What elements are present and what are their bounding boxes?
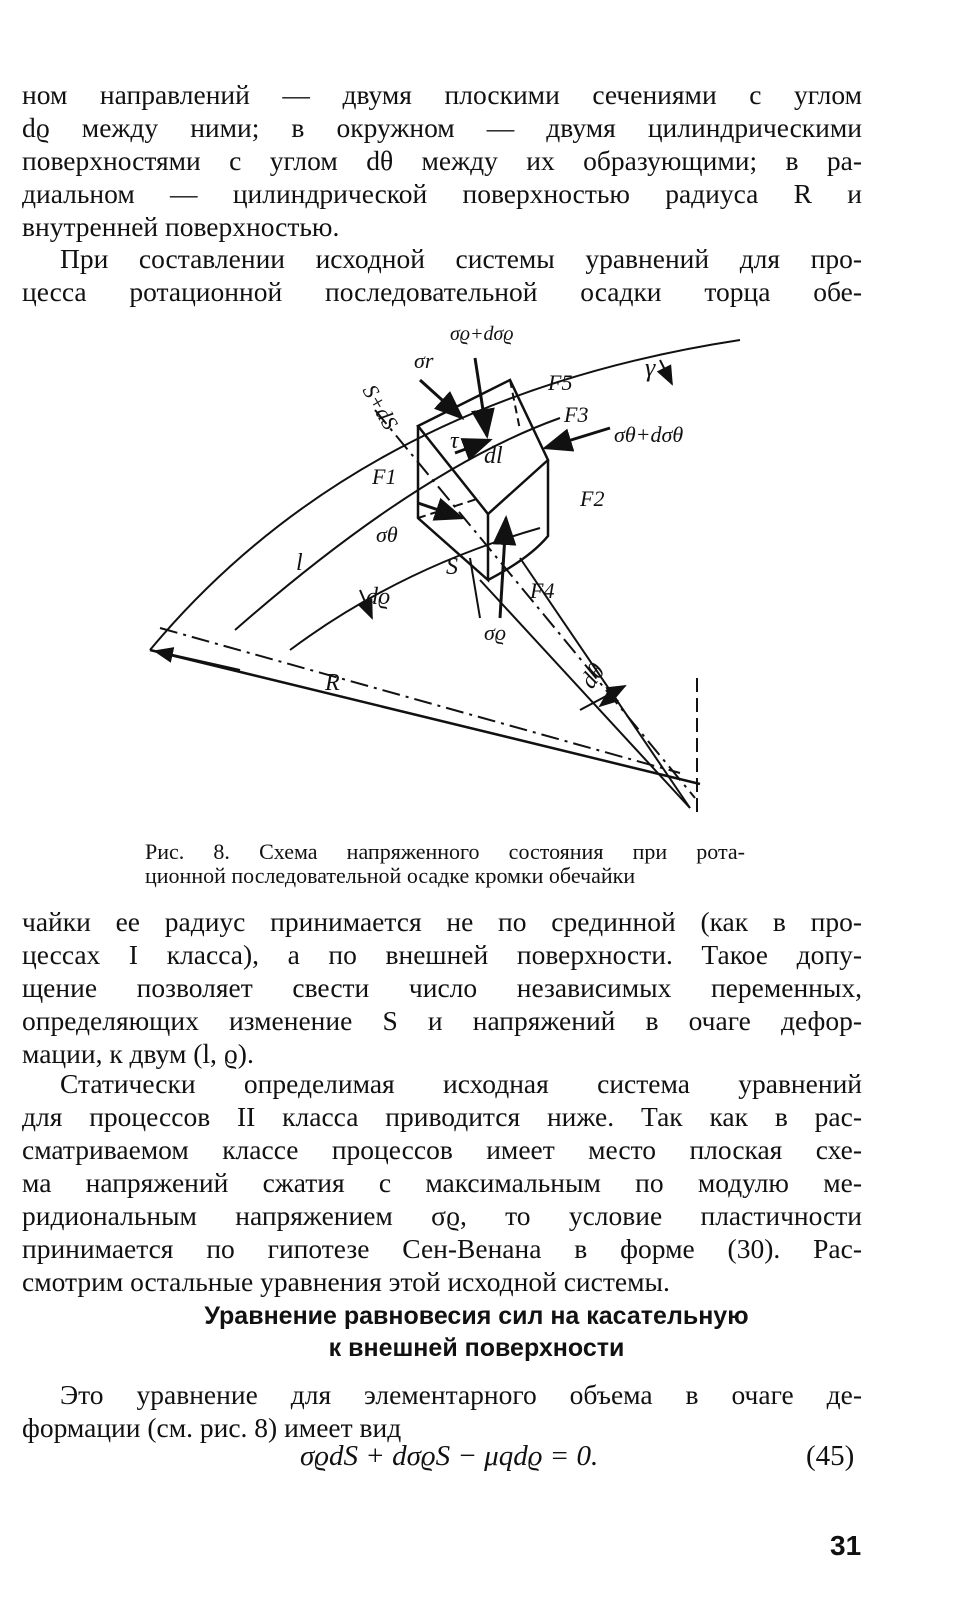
text-line: диальном — цилиндрической поверхностью радиуса R и bbox=[22, 178, 862, 209]
radius-line bbox=[150, 650, 700, 784]
arrow-sigma-r bbox=[420, 380, 462, 418]
label-f3: F3 bbox=[564, 402, 589, 427]
text-line: Статически определимая исходная система уравнений bbox=[60, 1068, 862, 1099]
paragraph-4 bbox=[22, 1067, 862, 1298]
text-line: ном направлений — двумя плоскими сечениями с углом bbox=[22, 79, 862, 110]
label-sigma-r: σr bbox=[414, 348, 434, 373]
caption-line: Рис. 8. Схема напряженного состояния при рота- bbox=[145, 839, 745, 864]
equation-number: (45) bbox=[806, 1440, 855, 1472]
text-line: цессах I класса), а по внешней поверхности. Такое допу- bbox=[22, 939, 862, 970]
label-dl: dl bbox=[484, 443, 503, 469]
label-l: l bbox=[296, 550, 303, 576]
arrow-sigma-theta-plus bbox=[545, 428, 610, 448]
text-line: определяющих изменение S и напряжений в очаге дефор- bbox=[22, 1005, 862, 1036]
text-line: ма напряжений сжатия с максимальным по модулю ме- bbox=[22, 1167, 862, 1198]
paragraph-3 bbox=[22, 905, 862, 1070]
text-line: ридиональным напряжением σϱ, то условие пластичности bbox=[22, 1200, 862, 1231]
paragraph-5 bbox=[22, 1378, 862, 1444]
text-line: для процессов II класса приводится ниже. Так как в рас- bbox=[22, 1101, 862, 1132]
text-line: смотрим остальные уравнения этой исходной системы. bbox=[22, 1266, 670, 1297]
formula: σϱdS + dσϱS − μqdϱ = 0. bbox=[300, 1440, 599, 1472]
text-line: сматриваемом классе процессов имеет место плоская схе- bbox=[22, 1134, 862, 1165]
label-d-theta: dθ bbox=[575, 659, 611, 694]
label-gamma: γ bbox=[645, 353, 656, 382]
text-line: чайки ее радиус принимается не по срединной (как в про- bbox=[22, 906, 862, 937]
text-line: формации (см. рис. 8) имеет вид bbox=[22, 1412, 402, 1443]
text-line: цесса ротационной последовательной осадки торца обе- bbox=[22, 276, 862, 307]
label-sigma-rho: σϱ bbox=[484, 620, 507, 645]
figure-caption bbox=[145, 840, 745, 888]
heading-line: к внешней поверхности bbox=[328, 1334, 625, 1362]
label-sigma-rho-plus: σϱ+dσϱ bbox=[450, 323, 514, 345]
page-number: 31 bbox=[830, 1530, 862, 1561]
label-f1: F1 bbox=[372, 464, 397, 489]
paragraph-1 bbox=[22, 78, 862, 243]
label-f5: F5 bbox=[548, 370, 573, 395]
text-line: Это уравнение для элементарного объема в очаге де- bbox=[60, 1379, 862, 1410]
text-line: щение позволяет свести число независимых переменных, bbox=[22, 972, 862, 1003]
section-heading bbox=[0, 1300, 953, 1364]
label-tau: τ bbox=[450, 428, 459, 454]
label-sigma-theta: σθ bbox=[376, 522, 398, 547]
label-f4: F4 bbox=[530, 578, 555, 603]
arrow-r bbox=[155, 651, 240, 670]
text-line: поверхностями с углом dθ между их образующими; в ра- bbox=[22, 145, 862, 176]
element-box bbox=[418, 380, 548, 514]
label-s: S bbox=[446, 554, 458, 580]
label-f2: F2 bbox=[580, 486, 605, 511]
heading-line: Уравнение равновесия сил на касательную bbox=[204, 1302, 749, 1330]
label-sigma-theta-plus: σθ+dσθ bbox=[614, 422, 684, 447]
stress-diagram bbox=[0, 318, 953, 838]
text-line: При составлении исходной системы уравнений для про- bbox=[60, 243, 862, 274]
text-line: внутренней поверхностью. bbox=[22, 211, 340, 242]
text-line: принимается по гипотезе Сен-Венана в форме (30). Рас- bbox=[22, 1233, 862, 1264]
text-line: dϱ между ними; в окружном — двумя цилиндрическими bbox=[22, 112, 862, 143]
label-r: R bbox=[325, 670, 340, 696]
label-d-rho: dϱ bbox=[366, 584, 391, 610]
label-s-plus-ds: S+dS bbox=[357, 380, 404, 434]
caption-line: ционной последовательной осадке кромки обечайки bbox=[145, 863, 636, 888]
text-line: мации, к двум (l, ϱ). bbox=[22, 1038, 254, 1069]
paragraph-2 bbox=[22, 242, 862, 308]
